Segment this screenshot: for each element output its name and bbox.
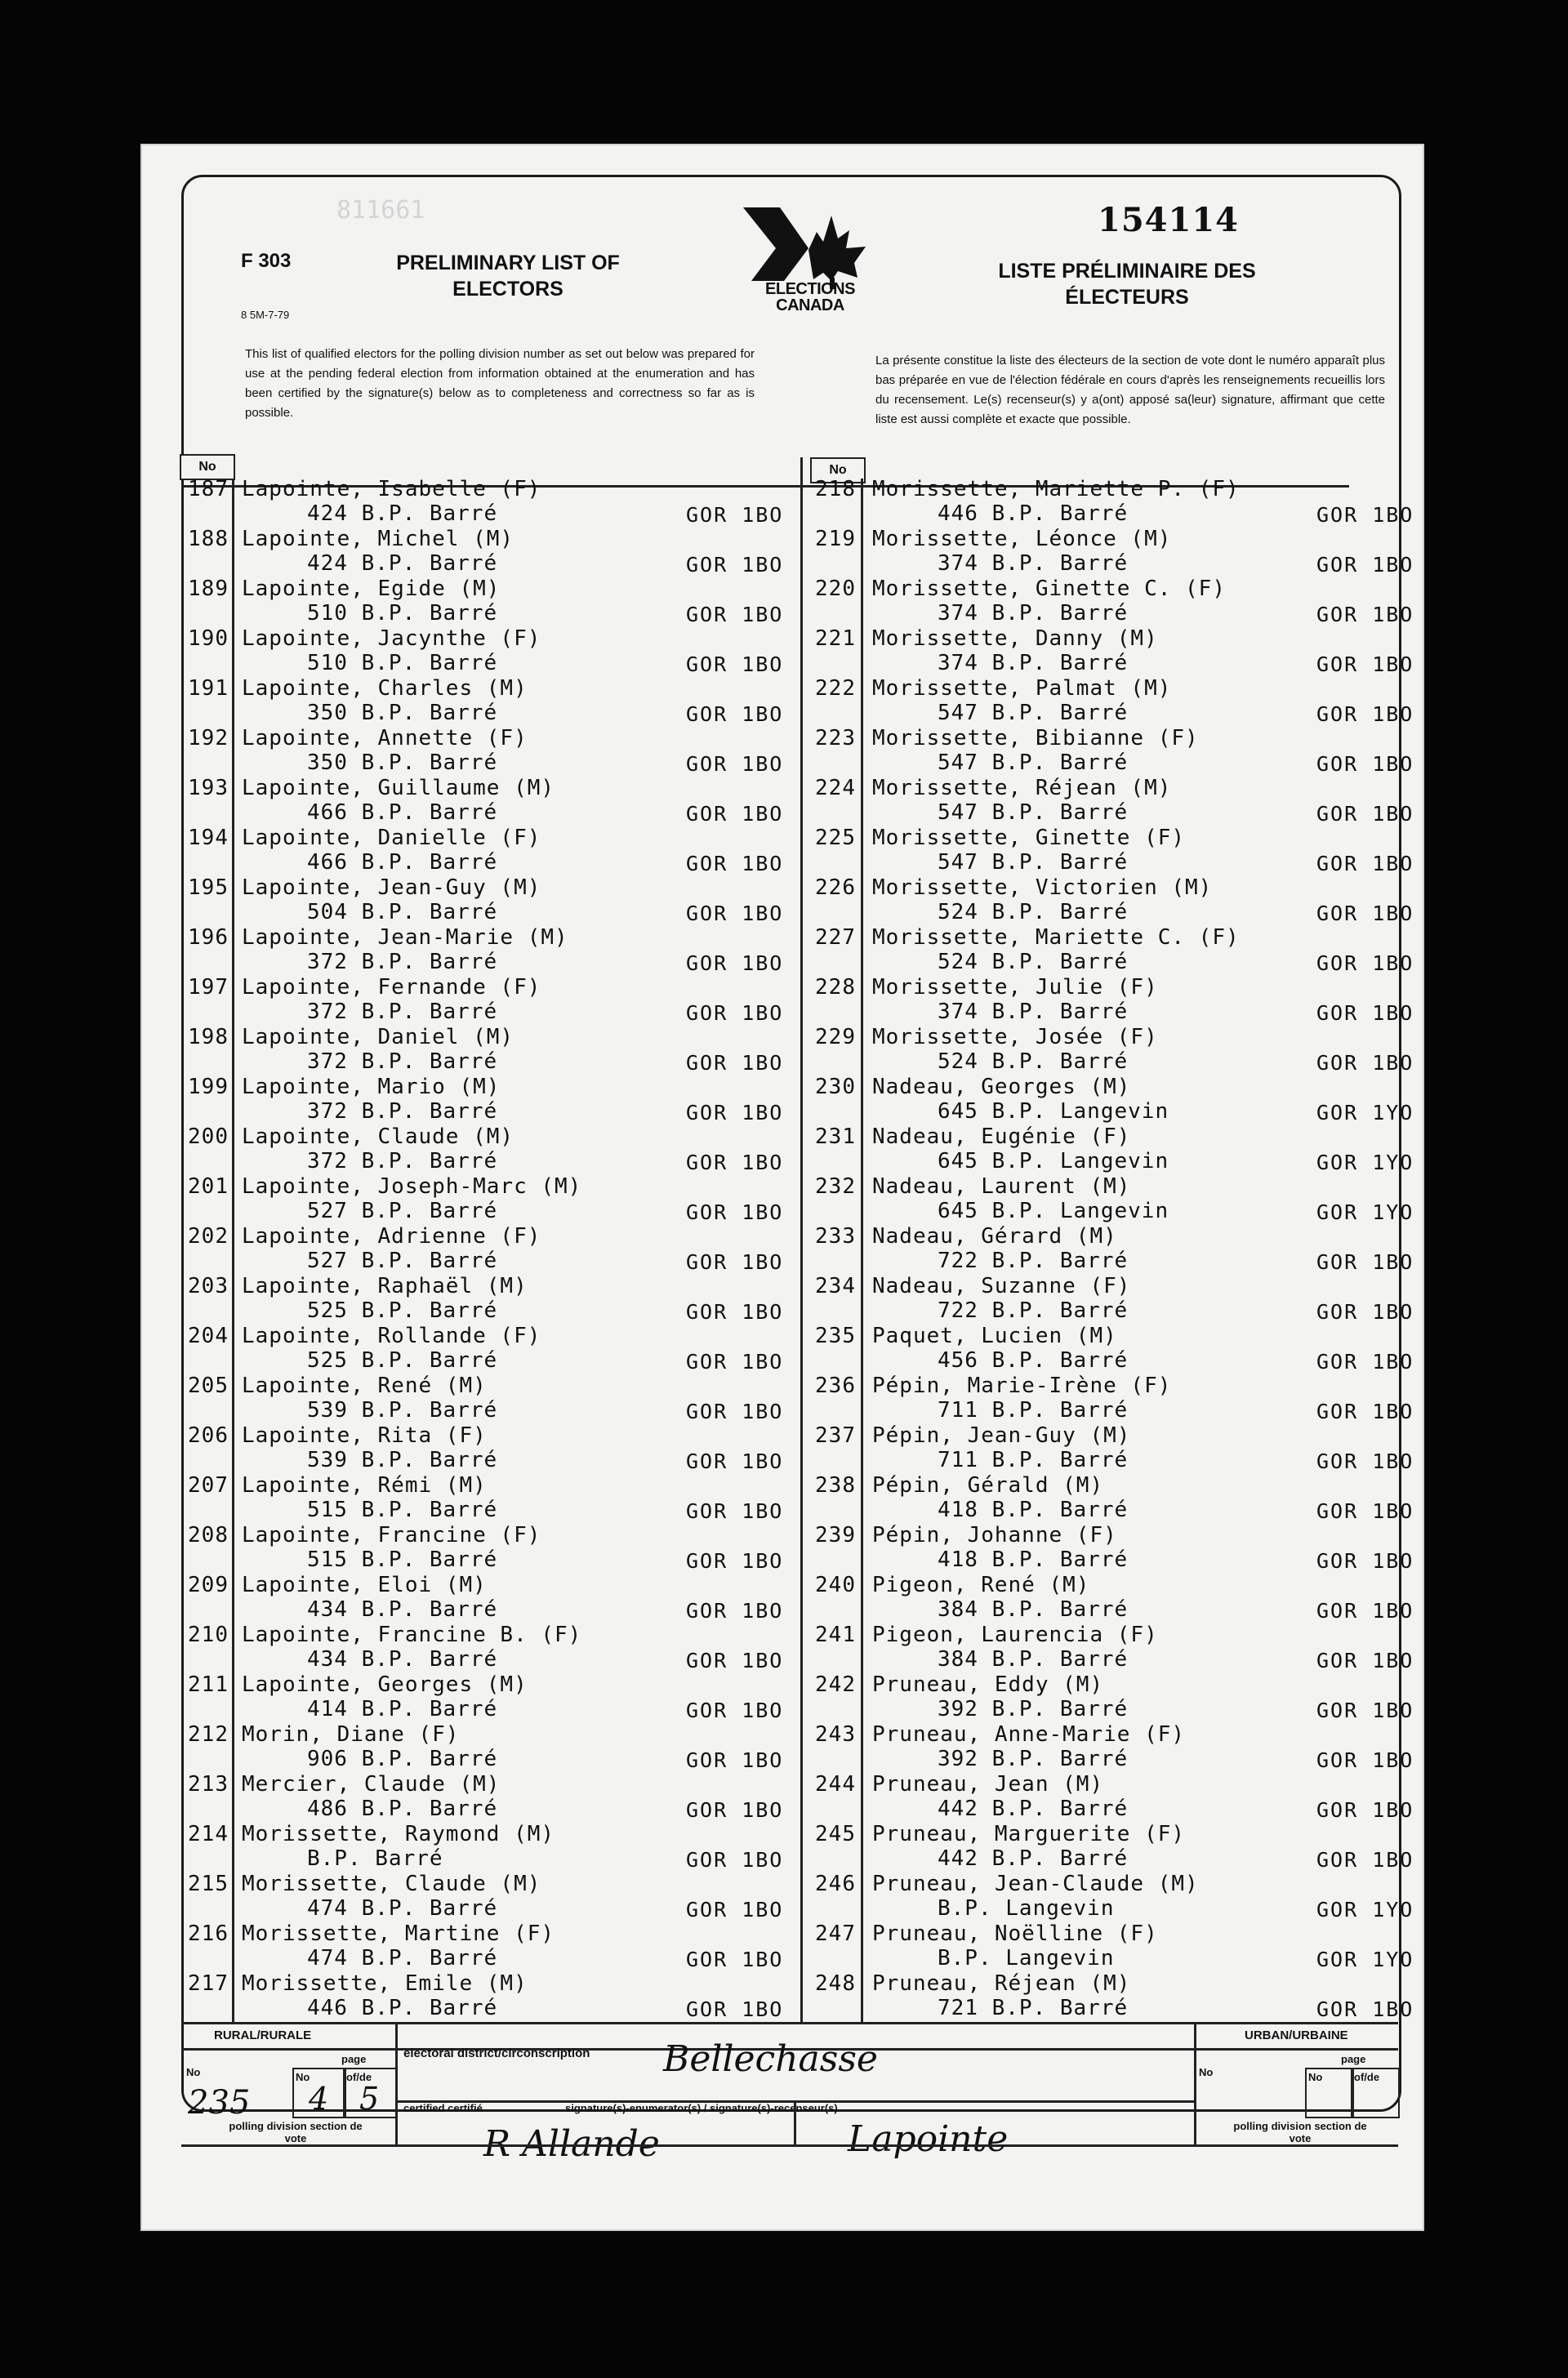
elector-number: 202 bbox=[188, 1224, 229, 1249]
elector-number: 219 bbox=[815, 527, 856, 551]
elector-number: 226 bbox=[815, 875, 856, 900]
elector-address: 474 B.P. Barré bbox=[307, 1946, 498, 1971]
elector-number: 189 bbox=[188, 577, 229, 601]
elector-address: 515 B.P. Barré bbox=[307, 1547, 498, 1572]
elector-number: 193 bbox=[188, 776, 229, 800]
postal-code: GOR 1YO bbox=[1316, 1151, 1414, 1174]
elector-address: 504 B.P. Barré bbox=[307, 900, 498, 924]
elector-address: 510 B.P. Barré bbox=[307, 601, 498, 626]
elector-address: 547 B.P. Barré bbox=[938, 800, 1129, 825]
postal-code: GOR 1BO bbox=[686, 1151, 784, 1174]
page-of-total: 5 bbox=[359, 2081, 380, 2117]
urban-label: URBAN/URBAINE bbox=[1245, 2028, 1348, 2042]
postal-code: GOR 1BO bbox=[686, 1848, 784, 1872]
elector-number: 247 bbox=[815, 1922, 856, 1946]
postal-code: GOR 1BO bbox=[686, 652, 784, 676]
postal-code: GOR 1BO bbox=[1316, 1848, 1414, 1872]
elector-name: Lapointe, Michel (M) bbox=[242, 527, 514, 551]
elector-address: 539 B.P. Barré bbox=[307, 1448, 498, 1472]
elector-address: 456 B.P. Barré bbox=[938, 1348, 1129, 1373]
elector-address: 392 B.P. Barré bbox=[938, 1747, 1129, 1771]
elector-number: 218 bbox=[815, 477, 856, 501]
elector-address: 722 B.P. Barré bbox=[938, 1249, 1129, 1273]
postal-code: GOR 1BO bbox=[686, 1549, 784, 1573]
elector-name: Morissette, Ginette (F) bbox=[872, 826, 1186, 850]
elector-address: 524 B.P. Barré bbox=[938, 900, 1129, 924]
elector-address: 524 B.P. Barré bbox=[938, 950, 1129, 974]
elector-name: Morissette, Emile (M) bbox=[242, 1971, 528, 1996]
title-french: LISTE PRÉLIMINAIRE DES ÉLECTEURS bbox=[998, 260, 1256, 309]
elector-address: 418 B.P. Barré bbox=[938, 1547, 1129, 1572]
elector-address: 446 B.P. Barré bbox=[307, 1996, 498, 2020]
certified-label: certified certifié bbox=[403, 2102, 483, 2114]
postal-code: GOR 1BO bbox=[1316, 702, 1414, 726]
postal-code: GOR 1BO bbox=[1316, 553, 1414, 577]
rural-page-label: page bbox=[341, 2053, 367, 2065]
elector-number: 187 bbox=[188, 477, 229, 501]
elector-name: Paquet, Lucien (M) bbox=[872, 1324, 1117, 1348]
left-number-rule bbox=[232, 479, 234, 2022]
elector-name: Pruneau, Jean-Claude (M) bbox=[872, 1872, 1199, 1896]
elector-name: Morissette, Léonce (M) bbox=[872, 527, 1172, 551]
postal-code: GOR 1YO bbox=[1316, 1898, 1414, 1922]
elector-address: 372 B.P. Barré bbox=[307, 1000, 498, 1024]
title-english: PRELIMINARY LIST OF ELECTORS bbox=[396, 252, 620, 301]
elector-number: 242 bbox=[815, 1672, 856, 1697]
elector-number: 194 bbox=[188, 826, 229, 850]
elector-name: Pruneau, Anne-Marie (F) bbox=[872, 1722, 1186, 1747]
elector-name: Lapointe, Georges (M) bbox=[242, 1672, 528, 1697]
elector-address: 384 B.P. Barré bbox=[938, 1597, 1129, 1622]
elector-number: 188 bbox=[188, 527, 229, 551]
elector-name: Morissette, Martine (F) bbox=[242, 1922, 555, 1946]
elector-number: 200 bbox=[188, 1124, 229, 1149]
urban-divider bbox=[1194, 2022, 1196, 2144]
postal-code: GOR 1YO bbox=[1316, 1200, 1414, 1224]
elector-name: Lapointe, Daniel (M) bbox=[242, 1025, 514, 1049]
elector-name: Morissette, Mariette C. (F) bbox=[872, 925, 1240, 950]
elector-name: Morissette, Julie (F) bbox=[872, 975, 1158, 1000]
elector-number: 244 bbox=[815, 1772, 856, 1797]
elector-number: 217 bbox=[188, 1971, 229, 1996]
elector-address: 466 B.P. Barré bbox=[307, 800, 498, 825]
rural-polling-division-label: polling division section de vote bbox=[229, 2120, 363, 2144]
postal-code: GOR 1BO bbox=[1316, 1250, 1414, 1274]
postal-code: GOR 1BO bbox=[1316, 1350, 1414, 1374]
elector-name: Lapointe, René (M) bbox=[242, 1374, 487, 1398]
postal-code: GOR 1YO bbox=[1316, 1948, 1414, 1971]
elector-address: 446 B.P. Barré bbox=[938, 501, 1129, 526]
elector-address: 374 B.P. Barré bbox=[938, 601, 1129, 626]
postal-code: GOR 1BO bbox=[686, 802, 784, 826]
elector-name: Nadeau, Suzanne (F) bbox=[872, 1274, 1131, 1298]
rural-of-label: of/de bbox=[346, 2071, 372, 2083]
urban-page-label: page bbox=[1341, 2053, 1366, 2065]
elector-address: 372 B.P. Barré bbox=[307, 950, 498, 974]
elector-number: 203 bbox=[188, 1274, 229, 1298]
elector-number: 210 bbox=[188, 1623, 229, 1647]
elector-name: Morissette, Victorien (M) bbox=[872, 875, 1213, 900]
right-number-rule bbox=[861, 479, 863, 2022]
elector-address: 645 B.P. Langevin bbox=[938, 1149, 1169, 1173]
elector-number: 240 bbox=[815, 1573, 856, 1597]
postal-code: GOR 1BO bbox=[686, 1001, 784, 1025]
elector-address: 906 B.P. Barré bbox=[307, 1747, 498, 1771]
elector-name: Pépin, Johanne (F) bbox=[872, 1523, 1117, 1547]
elector-name: Lapointe, Eloi (M) bbox=[242, 1573, 487, 1597]
elector-name: Lapointe, Mario (M) bbox=[242, 1075, 501, 1099]
elector-address: 645 B.P. Langevin bbox=[938, 1199, 1169, 1223]
elector-name: Morissette, Mariette P. (F) bbox=[872, 477, 1240, 501]
elector-number: 227 bbox=[815, 925, 856, 950]
elector-number: 235 bbox=[815, 1324, 856, 1348]
elector-address: 424 B.P. Barré bbox=[307, 551, 498, 576]
postal-code: GOR 1BO bbox=[686, 1350, 784, 1374]
elector-name: Lapointe, Francine (F) bbox=[242, 1523, 541, 1547]
postal-code: GOR 1BO bbox=[686, 553, 784, 577]
elector-name: Morissette, Palmat (M) bbox=[872, 676, 1172, 701]
postal-code: GOR 1BO bbox=[686, 603, 784, 626]
elector-number: 209 bbox=[188, 1573, 229, 1597]
elector-name: Pigeon, René (M) bbox=[872, 1573, 1090, 1597]
postal-code: GOR 1BO bbox=[1316, 1699, 1414, 1722]
elector-number: 243 bbox=[815, 1722, 856, 1747]
elector-address: 374 B.P. Barré bbox=[938, 651, 1129, 675]
elector-address: 525 B.P. Barré bbox=[307, 1298, 498, 1323]
postal-code: GOR 1BO bbox=[686, 1450, 784, 1473]
postal-code: GOR 1BO bbox=[686, 1699, 784, 1722]
elector-name: Pruneau, Marguerite (F) bbox=[872, 1822, 1186, 1846]
elector-name: Morissette, Josée (F) bbox=[872, 1025, 1158, 1049]
elector-address: 527 B.P. Barré bbox=[307, 1199, 498, 1223]
elector-number: 238 bbox=[815, 1473, 856, 1498]
elector-address: 374 B.P. Barré bbox=[938, 551, 1129, 576]
elector-number: 211 bbox=[188, 1672, 229, 1697]
elector-address: 722 B.P. Barré bbox=[938, 1298, 1129, 1323]
elector-name: Lapointe, Danielle (F) bbox=[242, 826, 541, 850]
elector-address: 350 B.P. Barré bbox=[307, 701, 498, 725]
elector-number: 190 bbox=[188, 626, 229, 651]
elector-name: Lapointe, Claude (M) bbox=[242, 1124, 514, 1149]
postal-code: GOR 1BO bbox=[686, 702, 784, 726]
postal-code: GOR 1BO bbox=[1316, 1450, 1414, 1473]
elector-name: Pruneau, Jean (M) bbox=[872, 1772, 1104, 1797]
postal-code: GOR 1BO bbox=[1316, 1549, 1414, 1573]
elector-name: Lapointe, Joseph-Marc (M) bbox=[242, 1174, 582, 1199]
serial-number: 154114 bbox=[1098, 201, 1239, 239]
postal-code: GOR 1BO bbox=[1316, 1051, 1414, 1075]
elector-address: 418 B.P. Barré bbox=[938, 1498, 1129, 1522]
postal-code: GOR 1BO bbox=[1316, 1649, 1414, 1672]
elector-name: Morissette, Réjean (M) bbox=[872, 776, 1172, 800]
elector-name: Lapointe, Adrienne (F) bbox=[242, 1224, 541, 1249]
elector-number: 228 bbox=[815, 975, 856, 1000]
postal-code: GOR 1BO bbox=[686, 852, 784, 875]
elector-address: 721 B.P. Barré bbox=[938, 1996, 1129, 2020]
elector-number: 233 bbox=[815, 1224, 856, 1249]
elector-address: 442 B.P. Barré bbox=[938, 1797, 1129, 1821]
elector-name: Lapointe, Raphaël (M) bbox=[242, 1274, 528, 1298]
urban-page-no-label: No bbox=[1308, 2071, 1323, 2083]
elector-address: 434 B.P. Barré bbox=[307, 1597, 498, 1622]
elector-number: 236 bbox=[815, 1374, 856, 1398]
elector-address: 539 B.P. Barré bbox=[307, 1398, 498, 1423]
elector-name: Pépin, Gérald (M) bbox=[872, 1473, 1104, 1498]
elector-name: Lapointe, Jacynthe (F) bbox=[242, 626, 541, 651]
elector-name: Nadeau, Eugénie (F) bbox=[872, 1124, 1131, 1149]
elector-name: Lapointe, Guillaume (M) bbox=[242, 776, 555, 800]
elector-name: Pépin, Jean-Guy (M) bbox=[872, 1423, 1131, 1448]
ghost-serial: 811661 bbox=[336, 196, 425, 225]
elector-number: 216 bbox=[188, 1922, 229, 1946]
postal-code: GOR 1BO bbox=[1316, 1997, 1414, 2021]
elector-number: 248 bbox=[815, 1971, 856, 1996]
elector-address: 486 B.P. Barré bbox=[307, 1797, 498, 1821]
form-code: F 303 bbox=[241, 250, 292, 272]
elector-number: 212 bbox=[188, 1722, 229, 1747]
elector-number: 192 bbox=[188, 726, 229, 750]
elector-name: Morissette, Claude (M) bbox=[242, 1872, 541, 1896]
postal-code: GOR 1BO bbox=[686, 1599, 784, 1623]
elector-address: 372 B.P. Barré bbox=[307, 1099, 498, 1124]
postal-code: GOR 1BO bbox=[686, 1898, 784, 1922]
page-number: 4 bbox=[309, 2081, 329, 2117]
elector-number: 213 bbox=[188, 1772, 229, 1797]
elector-number: 214 bbox=[188, 1822, 229, 1846]
elector-name: Morissette, Ginette C. (F) bbox=[872, 577, 1226, 601]
elector-address: 392 B.P. Barré bbox=[938, 1697, 1129, 1721]
district-label: electoral district/circonscription bbox=[403, 2046, 590, 2060]
elector-address: 372 B.P. Barré bbox=[307, 1049, 498, 1074]
elector-address: 414 B.P. Barré bbox=[307, 1697, 498, 1721]
elector-address: 424 B.P. Barré bbox=[307, 501, 498, 526]
elector-address: 466 B.P. Barré bbox=[307, 850, 498, 875]
elector-number: 205 bbox=[188, 1374, 229, 1398]
elector-number: 231 bbox=[815, 1124, 856, 1149]
postal-code: GOR 1BO bbox=[686, 1250, 784, 1274]
enumerator-signature-1: R Allande bbox=[483, 2123, 660, 2165]
enumerator-signature-2: Lapointe bbox=[848, 2118, 1009, 2160]
elector-address: 384 B.P. Barré bbox=[938, 1647, 1129, 1672]
elector-name: Pigeon, Laurencia (F) bbox=[872, 1623, 1158, 1647]
elector-number: 199 bbox=[188, 1075, 229, 1099]
postal-code: GOR 1BO bbox=[686, 1997, 784, 2021]
postal-code: GOR 1BO bbox=[686, 951, 784, 975]
elector-number: 230 bbox=[815, 1075, 856, 1099]
postal-code: GOR 1BO bbox=[686, 1748, 784, 1772]
elector-number: 232 bbox=[815, 1174, 856, 1199]
elector-number: 195 bbox=[188, 875, 229, 900]
elector-number: 197 bbox=[188, 975, 229, 1000]
elector-address: 350 B.P. Barré bbox=[307, 750, 498, 775]
elector-name: Lapointe, Charles (M) bbox=[242, 676, 528, 701]
postal-code: GOR 1BO bbox=[686, 1649, 784, 1672]
no-header-right: No bbox=[810, 457, 866, 483]
elector-name: Lapointe, Rémi (M) bbox=[242, 1473, 487, 1498]
postal-code: GOR 1BO bbox=[1316, 752, 1414, 776]
elector-name: Lapointe, Jean-Guy (M) bbox=[242, 875, 541, 900]
elector-address: 374 B.P. Barré bbox=[938, 1000, 1129, 1024]
postal-code: GOR 1BO bbox=[686, 1400, 784, 1423]
elector-name: Mercier, Claude (M) bbox=[242, 1772, 501, 1797]
postal-code: GOR 1BO bbox=[686, 1499, 784, 1523]
postal-code: GOR 1BO bbox=[1316, 503, 1414, 527]
elector-name: Pruneau, Réjean (M) bbox=[872, 1971, 1131, 1996]
no-header-left: No bbox=[180, 454, 235, 480]
postal-code: GOR 1BO bbox=[686, 1101, 784, 1124]
elector-name: Lapointe, Egide (M) bbox=[242, 577, 501, 601]
postal-code: GOR 1BO bbox=[1316, 603, 1414, 626]
urban-polling-division-label: polling division section de vote bbox=[1233, 2120, 1367, 2144]
elector-address: B.P. Langevin bbox=[938, 1946, 1115, 1971]
postal-code: GOR 1BO bbox=[686, 1300, 784, 1324]
form-date: 8 5M-7-79 bbox=[241, 309, 290, 321]
elector-number: 246 bbox=[815, 1872, 856, 1896]
elector-name: Pépin, Marie-Irène (F) bbox=[872, 1374, 1172, 1398]
postal-code: GOR 1BO bbox=[1316, 902, 1414, 925]
elector-number: 196 bbox=[188, 925, 229, 950]
elector-address: 645 B.P. Langevin bbox=[938, 1099, 1169, 1124]
postal-code: GOR 1YO bbox=[1316, 1101, 1414, 1124]
elector-number: 208 bbox=[188, 1523, 229, 1547]
footer-bottom-rule bbox=[181, 2144, 1398, 2147]
postal-code: GOR 1BO bbox=[1316, 652, 1414, 676]
elector-number: 215 bbox=[188, 1872, 229, 1896]
footer-top-rule bbox=[181, 2022, 1398, 2024]
elector-name: Morissette, Danny (M) bbox=[872, 626, 1158, 651]
postal-code: GOR 1BO bbox=[1316, 1798, 1414, 1822]
elector-name: Morissette, Raymond (M) bbox=[242, 1822, 555, 1846]
elector-number: 239 bbox=[815, 1523, 856, 1547]
postal-code: GOR 1BO bbox=[1316, 802, 1414, 826]
postal-code: GOR 1BO bbox=[1316, 852, 1414, 875]
elector-address: 711 B.P. Barré bbox=[938, 1398, 1129, 1423]
postal-code: GOR 1BO bbox=[686, 752, 784, 776]
elector-name: Lapointe, Fernande (F) bbox=[242, 975, 541, 1000]
logo-text: ELECTIONS CANADA bbox=[765, 280, 855, 314]
elector-name: Pruneau, Noëlline (F) bbox=[872, 1922, 1158, 1946]
elector-number: 223 bbox=[815, 726, 856, 750]
elector-number: 237 bbox=[815, 1423, 856, 1448]
elector-name: Nadeau, Gérard (M) bbox=[872, 1224, 1117, 1249]
elector-name: Lapointe, Annette (F) bbox=[242, 726, 528, 750]
document-sheet bbox=[140, 144, 1424, 2231]
elector-address: 524 B.P. Barré bbox=[938, 1049, 1129, 1074]
elector-name: Lapointe, Francine B. (F) bbox=[242, 1623, 582, 1647]
postal-code: GOR 1BO bbox=[1316, 1001, 1414, 1025]
elector-number: 222 bbox=[815, 676, 856, 701]
elector-number: 191 bbox=[188, 676, 229, 701]
urban-of-label: of/de bbox=[1354, 2071, 1380, 2083]
elector-name: Lapointe, Rita (F) bbox=[242, 1423, 487, 1448]
poll-number: 235 bbox=[188, 2084, 251, 2122]
elector-address: 547 B.P. Barré bbox=[938, 701, 1129, 725]
rural-page-no-label: No bbox=[296, 2071, 310, 2083]
intro-english: This list of qualified electors for the polling division number as set out below was prepared for use at the pending federal election from information obtained at the enumeration and has been certified by the signature(s) below as to completeness and correctness so far as is possible. bbox=[245, 347, 755, 420]
postal-code: GOR 1BO bbox=[686, 1948, 784, 1971]
postal-code: GOR 1BO bbox=[1316, 1400, 1414, 1423]
elector-address: 525 B.P. Barré bbox=[307, 1348, 498, 1373]
postal-code: GOR 1BO bbox=[686, 503, 784, 527]
elector-address: 372 B.P. Barré bbox=[307, 1149, 498, 1173]
elector-address: 711 B.P. Barré bbox=[938, 1448, 1129, 1472]
elector-number: 224 bbox=[815, 776, 856, 800]
rural-no-label: No bbox=[186, 2066, 201, 2078]
postal-code: GOR 1BO bbox=[686, 902, 784, 925]
elector-name: Pruneau, Eddy (M) bbox=[872, 1672, 1104, 1697]
elector-number: 198 bbox=[188, 1025, 229, 1049]
postal-code: GOR 1BO bbox=[1316, 951, 1414, 975]
elector-number: 206 bbox=[188, 1423, 229, 1448]
elector-address: 442 B.P. Barré bbox=[938, 1846, 1129, 1871]
elector-number: 221 bbox=[815, 626, 856, 651]
signature-divider bbox=[794, 2100, 796, 2144]
signature-label: signature(s)-enumerator(s) / signature(s)-recenseur(s) bbox=[565, 2102, 838, 2114]
postal-code: GOR 1BO bbox=[686, 1798, 784, 1822]
elector-address: 547 B.P. Barré bbox=[938, 850, 1129, 875]
elector-address: 510 B.P. Barré bbox=[307, 651, 498, 675]
intro-french: La présente constitue la liste des électeurs de la section de vote dont le numéro apparaît plus bas préparée en vue de l'élection fédérale en cours d'après les renseignements recueillis lors du recensement. Le(s) recenseur(s) y a(ont) apposé sa(leur) signature, affirmant que cette liste est aussi complète et exacte que possible. bbox=[875, 354, 1385, 426]
elector-address: B.P. Langevin bbox=[938, 1896, 1115, 1921]
elector-name: Morissette, Bibianne (F) bbox=[872, 726, 1199, 750]
elector-number: 207 bbox=[188, 1473, 229, 1498]
urban-no-label: No bbox=[1199, 2066, 1214, 2078]
elector-address: 527 B.P. Barré bbox=[307, 1249, 498, 1273]
elector-number: 204 bbox=[188, 1324, 229, 1348]
elector-number: 234 bbox=[815, 1274, 856, 1298]
elector-address: 515 B.P. Barré bbox=[307, 1498, 498, 1522]
elector-address: 474 B.P. Barré bbox=[307, 1896, 498, 1921]
district-value: Bellechasse bbox=[663, 2038, 878, 2080]
elector-address: 547 B.P. Barré bbox=[938, 750, 1129, 775]
rural-label: RURAL/RURALE bbox=[214, 2028, 312, 2042]
elector-address: 434 B.P. Barré bbox=[307, 1647, 498, 1672]
elector-name: Lapointe, Rollande (F) bbox=[242, 1324, 541, 1348]
elector-number: 241 bbox=[815, 1623, 856, 1647]
elector-name: Nadeau, Georges (M) bbox=[872, 1075, 1131, 1099]
postal-code: GOR 1BO bbox=[1316, 1748, 1414, 1772]
postal-code: GOR 1BO bbox=[1316, 1300, 1414, 1324]
postal-code: GOR 1BO bbox=[1316, 1499, 1414, 1523]
elector-number: 220 bbox=[815, 577, 856, 601]
elector-number: 245 bbox=[815, 1822, 856, 1846]
elector-address: B.P. Barré bbox=[307, 1846, 443, 1871]
elector-name: Nadeau, Laurent (M) bbox=[872, 1174, 1131, 1199]
postal-code: GOR 1BO bbox=[686, 1051, 784, 1075]
postal-code: GOR 1BO bbox=[686, 1200, 784, 1224]
elector-name: Lapointe, Jean-Marie (M) bbox=[242, 925, 568, 950]
elector-name: Morin, Diane (F) bbox=[242, 1722, 460, 1747]
elector-name: Lapointe, Isabelle (F) bbox=[242, 477, 541, 501]
elector-number: 229 bbox=[815, 1025, 856, 1049]
elector-number: 201 bbox=[188, 1174, 229, 1199]
postal-code: GOR 1BO bbox=[1316, 1599, 1414, 1623]
elector-number: 225 bbox=[815, 826, 856, 850]
